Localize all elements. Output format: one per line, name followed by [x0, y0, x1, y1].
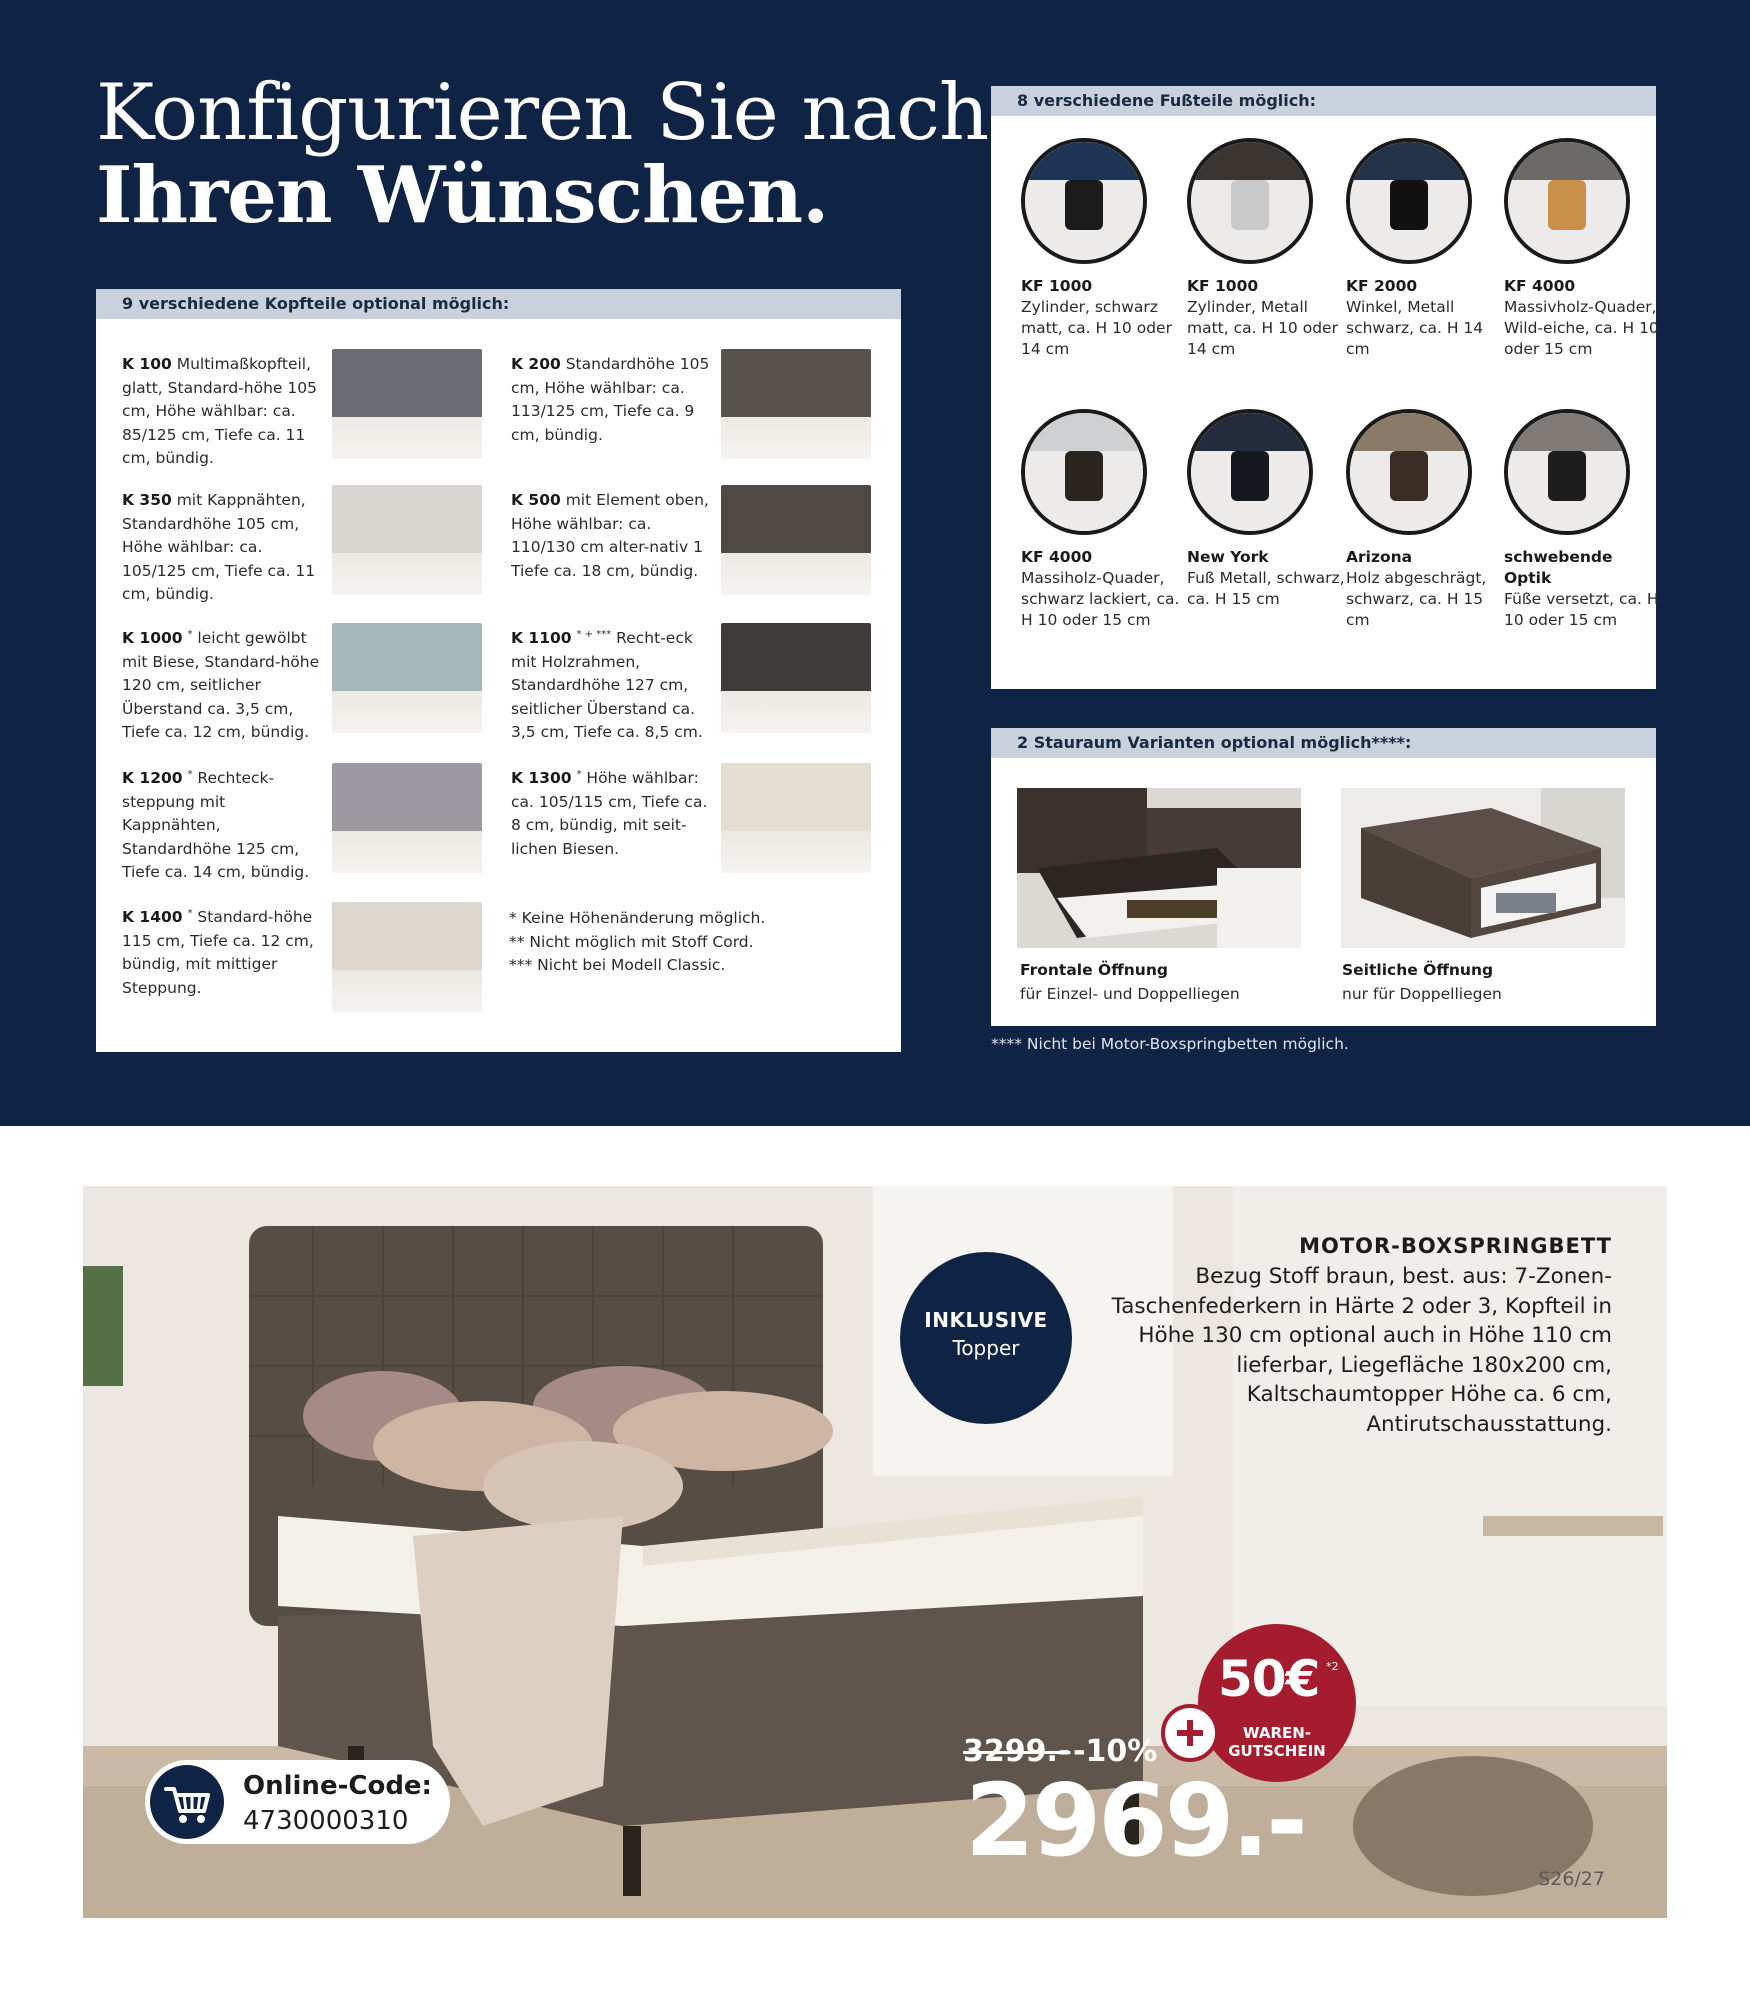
headboard-description: [122, 763, 322, 885]
headboard-item: [511, 349, 901, 469]
current-price: 2969.-: [965, 1762, 1305, 1879]
foot-panel-title: 8 verschiedene Fußteile möglich:: [991, 86, 1656, 116]
headboard-image: [332, 763, 482, 873]
headboard-notes: [509, 907, 765, 978]
foot-image: [1021, 409, 1147, 535]
product-hero: [83, 1186, 1667, 1918]
foot-model: KF 1000: [1187, 277, 1259, 295]
foot-model: New York: [1187, 548, 1269, 566]
storage-panel-title: 2 Stauraum Varianten optional möglich****:: [991, 728, 1656, 758]
headboard-model: K 1200: [122, 769, 183, 788]
foot-description: [1346, 547, 1506, 631]
headboard-panel-title: 9 verschiedene Kopfteile optional möglich:: [96, 289, 901, 319]
foot-description: [1346, 276, 1506, 360]
headboard-image: [332, 349, 482, 459]
foot-panel: [991, 86, 1659, 689]
shopping-cart-icon: [150, 1765, 224, 1839]
foot-item: [1346, 409, 1506, 631]
headboard-model: K 1400: [122, 908, 183, 927]
note-3: *** Nicht bei Modell Classic.: [509, 956, 726, 974]
voucher-label-line-2: GUTSCHEIN: [1228, 1742, 1326, 1760]
storage-front-title: Frontale Öffnung: [1020, 961, 1168, 979]
headline-line-2: Ihren Wünschen.: [96, 149, 829, 241]
headboard-text: Rechteck-steppung mit Kappnähten, Standardhöhe 125 cm, Tiefe ca. 14 cm, bündig.: [122, 769, 310, 882]
headboard-item: [122, 763, 512, 883]
voucher-footnote-mark: *2: [1326, 1660, 1339, 1673]
foot-image: [1187, 409, 1313, 535]
headboard-model: K 200: [511, 355, 561, 374]
storage-front-caption: [1020, 958, 1240, 1006]
foot-description: [1021, 547, 1181, 631]
foot-model: KF 2000: [1346, 277, 1418, 295]
foot-item: [1187, 409, 1347, 610]
headboard-text: Höhe wählbar: ca. 105/115 cm, Tiefe ca. 8 cm, bündig, mit seit-lichen Biesen.: [511, 769, 708, 858]
voucher-label: [1198, 1724, 1356, 1760]
foot-image: [1504, 138, 1630, 264]
topper-badge: [900, 1252, 1072, 1424]
storage-footnote: **** Nicht bei Motor-Boxspringbetten möglich.: [991, 1035, 1349, 1053]
foot-description: [1021, 276, 1181, 360]
storage-panel: [991, 728, 1656, 1026]
foot-image: [1346, 409, 1472, 535]
headboard-image: [332, 623, 482, 733]
headboard-description: [122, 485, 322, 607]
storage-side-title: Seitliche Öffnung: [1342, 961, 1494, 979]
voucher-badge: [1198, 1624, 1356, 1782]
foot-text: Zylinder, Metall matt, ca. H 10 oder 14 cm: [1187, 298, 1338, 358]
note-2: ** Nicht möglich mit Stoff Cord.: [509, 932, 754, 951]
headboard-footnote-mark: *: [576, 769, 582, 780]
headboard-text: Multimaßkopfteil, glatt, Standard-höhe 105 cm, Höhe wählbar: ca. 85/125 cm, Tiefe ca. 11 cm, bündig.: [122, 355, 317, 468]
headboard-description: [122, 349, 322, 471]
headboard-text: Standardhöhe 105 cm, Höhe wählbar: ca. 113/125 cm, Tiefe ca. 9 cm, bündig.: [511, 355, 710, 444]
headboard-image: [721, 485, 871, 595]
page-headline: [96, 68, 989, 241]
note-1: * Keine Höhenänderung möglich.: [509, 909, 766, 927]
foot-text: Massiholz-Quader, schwarz lackiert, ca. H 10 oder 15 cm: [1021, 569, 1180, 629]
online-code-label: Online-Code:: [243, 1771, 432, 1801]
headboard-model: K 1100: [511, 629, 572, 648]
foot-item: [1346, 138, 1506, 360]
foot-text: Holz abgeschrägt, schwarz, ca. H 15 cm: [1346, 569, 1487, 629]
online-code-value: 4730000310: [243, 1806, 409, 1836]
foot-item: [1187, 138, 1347, 360]
storage-front-text: für Einzel- und Doppelliegen: [1020, 985, 1240, 1003]
headboard-footnote-mark: * + ***: [576, 629, 612, 640]
plus-icon: [1161, 1704, 1219, 1762]
headboard-text: mit Kappnähten, Standardhöhe 105 cm, Höhe wählbar: ca. 105/125 cm, Tiefe ca. 11 cm, bündig.: [122, 491, 316, 604]
voucher-amount: 50€: [1218, 1650, 1320, 1708]
foot-description: [1187, 547, 1347, 610]
headboard-description: [511, 623, 711, 745]
headboard-text: leicht gewölbt mit Biese, Standard-höhe 120 cm, seitlicher Überstand ca. 3,5 cm, Tiefe ca. 12 cm, bündig.: [122, 629, 320, 742]
foot-text: Massivholz-Quader, Wild-eiche, ca. H 10 oder 15 cm: [1504, 298, 1659, 358]
headboard-text: Recht-eck mit Holzrahmen, Standardhöhe 127 cm, seitlicher Überstand ca. 3,5 cm, Tiefe ca. 8,5 cm.: [511, 629, 703, 742]
headboard-item: [122, 349, 512, 469]
headboard-model: K 1000: [122, 629, 183, 648]
foot-description: [1504, 547, 1664, 631]
topper-badge-line-2: Topper: [952, 1336, 1020, 1360]
foot-text: Fuß Metall, schwarz, ca. H 15 cm: [1187, 569, 1345, 608]
foot-image: [1346, 138, 1472, 264]
storage-side-image: [1341, 788, 1625, 948]
storage-side-caption: [1342, 958, 1502, 1006]
voucher-label-line-1: WAREN-: [1242, 1724, 1312, 1742]
headboard-description: [511, 485, 711, 583]
foot-item: [1021, 409, 1181, 631]
headboard-item: [511, 485, 901, 605]
old-price: 3299.-: [963, 1734, 1071, 1769]
headboard-item: [122, 485, 512, 605]
headboard-model: K 500: [511, 491, 561, 510]
foot-text: Zylinder, schwarz matt, ca. H 10 oder 14 cm: [1021, 298, 1172, 358]
storage-front-image: [1017, 788, 1301, 948]
foot-item: [1504, 409, 1664, 631]
foot-image: [1504, 409, 1630, 535]
product-title: MOTOR-BOXSPRINGBETT: [1299, 1234, 1612, 1258]
headboard-model: K 100: [122, 355, 172, 374]
headboard-item: [122, 623, 512, 743]
foot-text: Füße versetzt, ca. H 10 oder 15 cm: [1504, 590, 1659, 629]
headboard-image: [332, 485, 482, 595]
headboard-text: Standard-höhe 115 cm, Tiefe ca. 12 cm, bündig, mit mittiger Steppung.: [122, 908, 314, 997]
headboard-image: [332, 902, 482, 1012]
headboard-description: [511, 349, 711, 447]
headboard-image: [721, 349, 871, 459]
headboard-model: K 1300: [511, 769, 572, 788]
foot-description: [1504, 276, 1664, 360]
headboard-footnote-mark: *: [187, 629, 193, 640]
foot-model: KF 4000: [1504, 277, 1576, 295]
foot-image: [1021, 138, 1147, 264]
foot-text: Winkel, Metall schwarz, ca. H 14 cm: [1346, 298, 1484, 358]
headboard-model: K 350: [122, 491, 172, 510]
foot-description: [1187, 276, 1347, 360]
foot-model: KF 4000: [1021, 548, 1093, 566]
foot-item: [1504, 138, 1664, 360]
headboard-panel: [96, 289, 901, 1052]
foot-model: Arizona: [1346, 548, 1413, 566]
headboard-image: [721, 763, 871, 873]
foot-item: [1021, 138, 1181, 360]
headboard-description: [122, 902, 322, 1000]
headboard-footnote-mark: *: [187, 908, 193, 919]
headboard-description: [511, 763, 711, 861]
headline-line-1: Konfigurieren Sie nach: [96, 68, 989, 158]
headboard-image: [721, 623, 871, 733]
foot-model: schwebende Optik: [1504, 548, 1613, 587]
headboard-item: [511, 623, 901, 743]
product-description: Bezug Stoff braun, best. aus: 7-Zonen-Taschenfederkern in Härte 2 oder 3, Kopfteil in Höhe 130 cm optional auch in Höhe 110 cm lieferbar, Liegefläche 180x200 cm, Kaltschaumtopper Höhe ca. 6 cm, Antirutschausstattung.: [1111, 1264, 1612, 1437]
foot-model: KF 1000: [1021, 277, 1093, 295]
online-code-box[interactable]: [145, 1760, 450, 1844]
foot-image: [1187, 138, 1313, 264]
topper-badge-line-1: INKLUSIVE: [924, 1308, 1048, 1332]
storage-side-text: nur für Doppelliegen: [1342, 985, 1502, 1003]
headboard-footnote-mark: *: [187, 769, 193, 780]
discount-percent: -10%: [1073, 1734, 1158, 1769]
headboard-description: [122, 623, 322, 745]
page-number: S26/27: [1538, 1868, 1605, 1890]
headboard-item: [511, 763, 901, 883]
headboard-text: mit Element oben, Höhe wählbar: ca. 110/130 cm alter-nativ 1 Tiefe ca. 18 cm, bündig.: [511, 491, 709, 580]
headboard-item: [122, 902, 512, 1022]
